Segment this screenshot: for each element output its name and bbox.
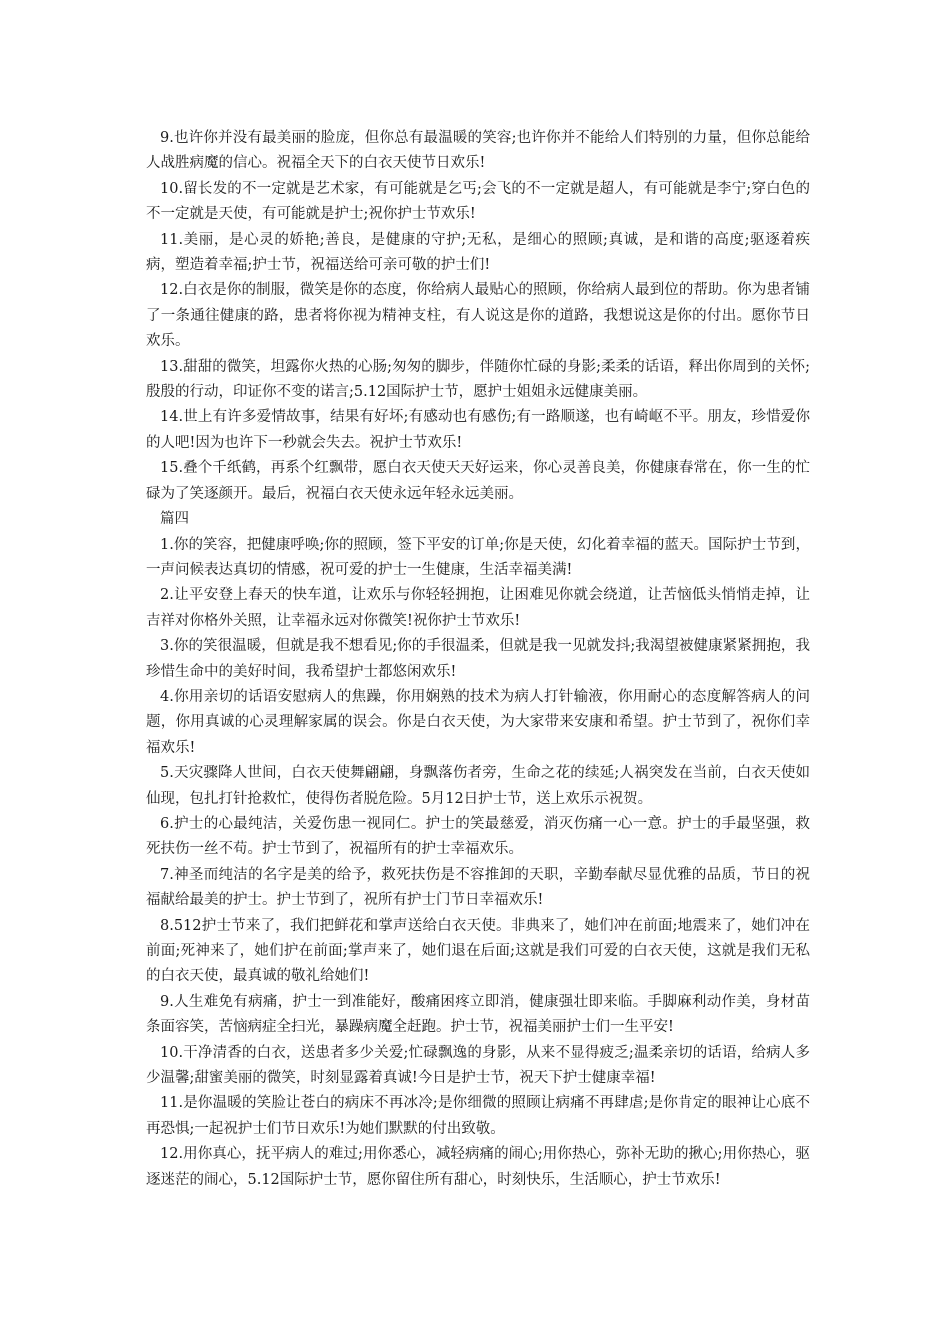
paragraph-3-9: 9.也许你并没有最美丽的脸庞，但你总有最温暖的笑容;也许你并不能给人们特别的力量，但你总能给人战胜病魔的信心。祝福全天下的白衣天使节日欢乐! [146,130,810,172]
paragraph-4-7: 7.神圣而纯洁的名字是美的给予，救死扶伤是不容推卸的天职，辛勤奉献尽显优雅的品质，节日的祝福献给最美的护士。护士节到了，祝所有护士门节日幸福欢乐! [146,866,810,909]
paragraph-4-3: 3.你的笑很温暖，但就是我不想看见;你的手很温柔，但就是我一见就发抖;我渴望被健康紧紧拥抱，我珍惜生命中的美好时间，我希望护士都悠闲欢乐! [146,638,810,680]
paragraph-4-5: 5.天灾骤降人世间，白衣天使舞翩翩，身飘落伤者旁，生命之花的续延;人祸突发在当前，白衣天使如仙现，包扎打针抢救忙，使得伤者脱危险。5月12日护士节，送上欢乐示祝贺。 [146,765,810,807]
paragraph-3-15: 15.叠个千纸鹤，再系个红飘带，愿白衣天使天天好运来，你心灵善良美，你健康春常在，你一生的忙碌为了笑逐颜开。最后，祝福白衣天使永远年轻永远美丽。 [146,460,810,502]
paragraph-4-8: 8.512护士节来了，我们把鲜花和掌声送给白衣天使。非典来了，她们冲在前面;地震来了，她们冲在前面;死神来了，她们护在前面;掌声来了，她们退在后面;这就是我们可爱的白衣天使，这就是我们无私的白衣天使，最真诚的敬礼给她们! [146,917,810,985]
paragraph-4-10: 10.干净清香的白衣，送患者多少关爱;忙碌飘逸的身影，从来不显得疲乏;温柔亲切的话语，给病人多少温馨;甜蜜美丽的微笑，时刻显露着真诚!今日是护士节，祝天下护士健康幸福! [146,1044,810,1087]
section-heading: 篇四 [160,511,189,528]
paragraph-4-9: 9.人生难免有病痛，护士一到准能好，酸痛困疼立即消，健康强壮即来临。手脚麻利动作美，身材苗条面容笑，苦恼病症全扫光，暴躁病魔全赶跑。护士节，祝福美丽护士们一生平安! [146,993,810,1036]
paragraph-4-1: 1.你的笑容，把健康呼唤;你的照顾，签下平安的订单;你是天使，幻化着幸福的蓝天。国际护士节到，一声问候表达真切的情感，祝可爱的护士一生健康，生活幸福美满! [146,536,810,578]
paragraph-3-12: 12.白衣是你的制服，微笑是你的态度，你给病人最贴心的照顾，你给病人最到位的帮助。你为患者铺了一条通往健康的路，患者将你视为精神支柱，有人说这是你的道路，我想说这是你的付出。愿你节日欢乐。 [146,282,810,350]
paragraph-3-10: 10.留长发的不一定就是艺术家，有可能就是乞丐;会飞的不一定就是超人，有可能就是李宁;穿白色的不一定就是天使，有可能就是护士;祝你护士节欢乐! [146,180,810,223]
document-body [146,126,810,1193]
paragraph-3-13: 13.甜甜的微笑，坦露你火热的心肠;匆匆的脚步，伴随你忙碌的身影;柔柔的话语，释出你周到的关怀;殷殷的行动，印证你不变的诺言;5.12国际护士节，愿护士姐姐永远健康美丽。 [146,358,810,401]
paragraph-3-14: 14.世上有许多爱情故事，结果有好坏;有感动也有感伤;有一路顺遂，也有崎岖不平。朋友，珍惜爱你的人吧!因为也许下一秒就会失去。祝护士节欢乐! [146,409,810,451]
paragraph-3-11: 11.美丽，是心灵的娇艳;善良，是健康的守护;无私，是细心的照顾;真诚，是和谐的高度;驱逐着疾病，塑造着幸福;护士节，祝福送给可亲可敬的护士们! [146,231,810,274]
paragraph-4-4: 4.你用亲切的话语安慰病人的焦躁，你用娴熟的技术为病人打针输液，你用耐心的态度解答病人的问题，你用真诚的心灵理解家属的误会。你是白衣天使，为大家带来安康和希望。护士节到了，祝你们幸福欢乐! [146,688,810,756]
paragraph-4-6: 6.护士的心最纯洁，关爱伤患一视同仁。护士的笑最慈爱，消灭伤痛一心一意。护士的手最坚强，救死扶伤一丝不苟。护士节到了，祝福所有的护士幸福欢乐。 [146,815,810,858]
paragraph-4-11: 11.是你温暖的笑脸让苍白的病床不再冰冷;是你细微的照顾让病痛不再肆虐;是你肯定的眼神让心底不再恐惧;一起祝护士们节日欢乐!为她们默默的付出致敬。 [146,1095,810,1137]
paragraph-4-2: 2.让平安登上春天的快车道，让欢乐与你轻轻拥抱，让困难见你就会绕道，让苦恼低头悄悄走掉，让吉祥对你格外关照，让幸福永远对你微笑!祝你护士节欢乐! [146,587,810,629]
paragraph-4-12: 12.用你真心，抚平病人的难过;用你悉心，减轻病痛的闹心;用你热心，弥补无助的揪心;用你热心，驱逐迷茫的闹心，5.12国际护士节，愿你留住所有甜心，时刻快乐，生活顺心，护士节欢乐! [146,1146,810,1188]
